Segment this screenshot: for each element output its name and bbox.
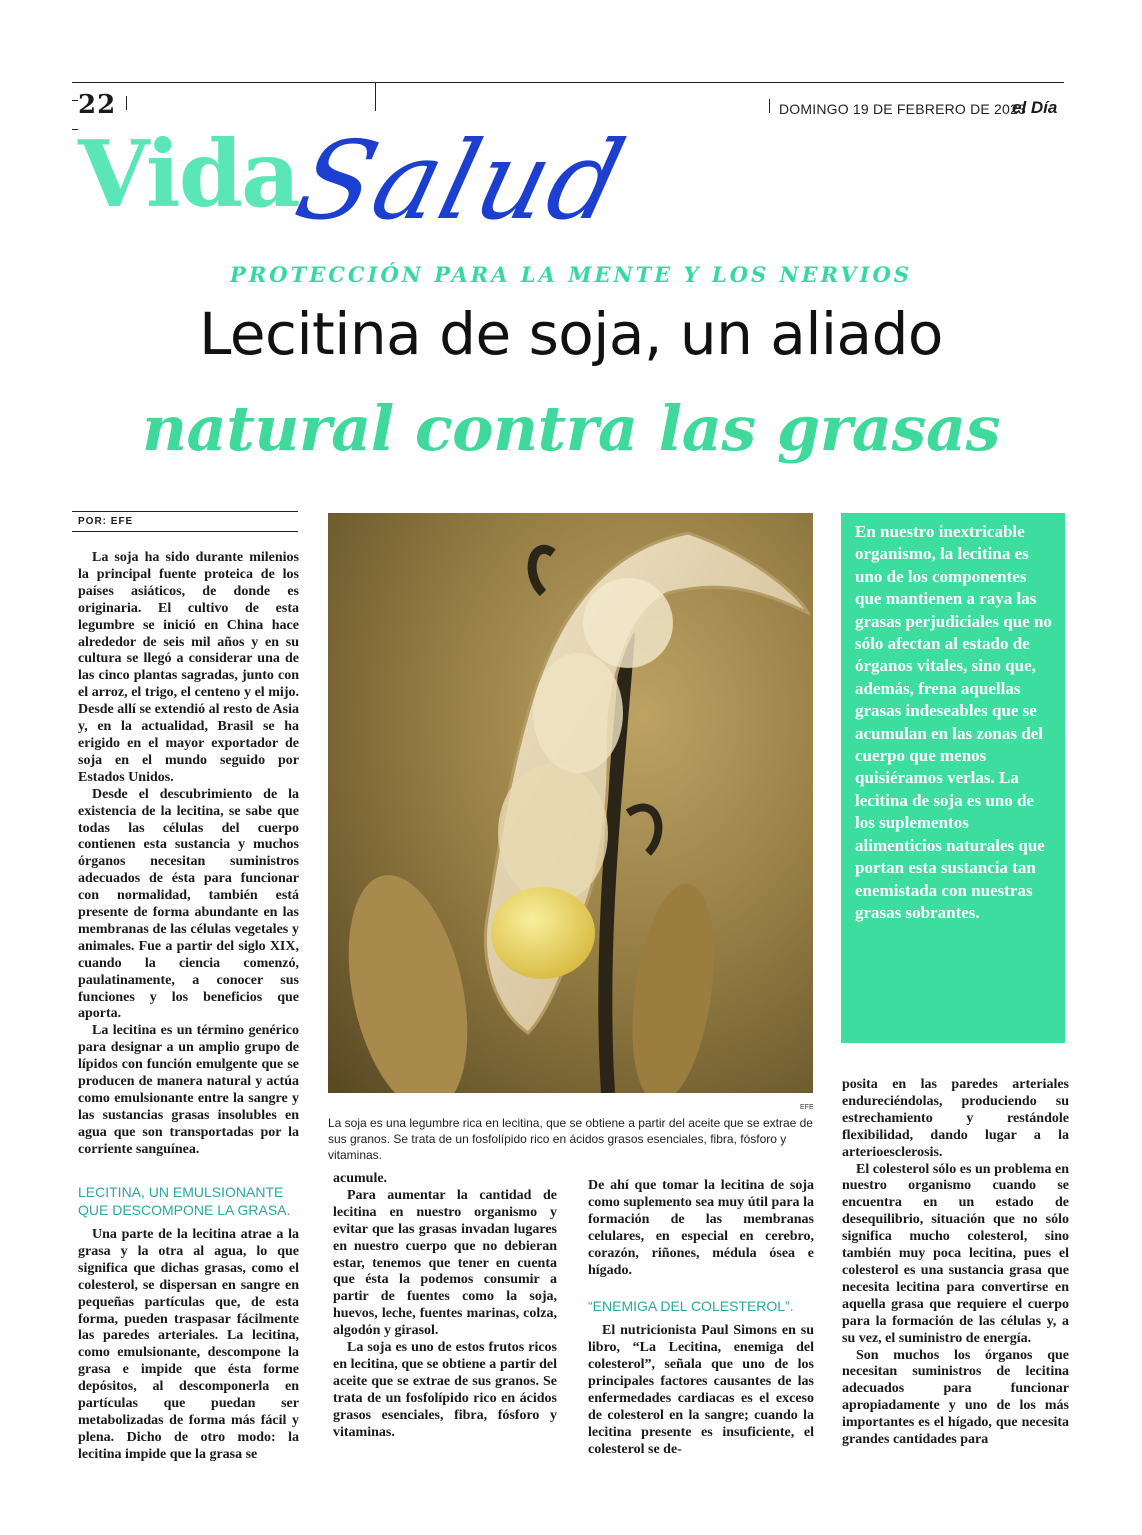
pull-quote-box (841, 513, 1065, 1043)
kicker: PROTECCIÓN PARA LA MENTE Y LOS NERVIOS (230, 262, 912, 287)
header-tick-right (769, 99, 770, 113)
top-rule (72, 82, 1064, 83)
column-2 (333, 1171, 557, 1442)
paragraph: Para aumentar la cantidad de lecitina en nuestro organismo y evitar que las grasas invadan lugares en nuestro cuerpo que no debieran estar, tenemos que tener en cuenta que ésta la podemos consumir a partir de fuentes como la soja, huevos, leche, fuentes marinas, colza, algodón y girasol. (333, 1187, 557, 1339)
paragraph: De ahí que tomar la lecitina de soja como suplemento sea muy útil para la formación de las membranas celulares, en especial en cerebro, corazón, riñones, médula ósea e hígado. (588, 1178, 814, 1278)
photo-credit: EFE (800, 1104, 814, 1111)
soybean-photo (328, 513, 813, 1093)
paragraph: El nutricionista Paul Simons en su libro, “La Lecitina, enemiga del colesterol”, señala que uno de los principales factores causantes de las enfermedades cardiacas es el exceso de colesterol en la sangre; cuando la lecitina presente es insuficiente, el colesterol se de- (588, 1323, 814, 1457)
issue-date: DOMINGO 19 DE FEBRERO DE 2023 (779, 101, 1026, 117)
section-title-salud: Salud (284, 119, 638, 244)
paragraph: posita en las paredes arteriales endureciéndolas, produciendo su estrechamiento y restándole flexibilidad, dando lugar a la arterioesclerosis. (842, 1077, 1069, 1160)
paragraph: acumule. (333, 1171, 388, 1186)
column-3 (588, 1178, 814, 1459)
subheading-emulsionante: LECITINA, UN EMULSIONANTE QUE DESCOMPONE LA GRASA. (78, 1184, 291, 1218)
pull-quote-text: En nuestro inextricable organismo, la lecitina es uno de los componentes que mantienen a raya las grasas perjudiciales que no sólo afectan al estado de órganos vitales, sino que, además, frena aquellas grasas indeseables que se acumulan en las zonas del cuerpo que menos quisiéramos verlas. La lecitina de soja es uno de los suplementos alimenticios naturales que portan esta sustancia tan enemistada con nuestras grasas sobrantes. (855, 522, 1052, 922)
page-number: 22 (78, 90, 117, 120)
byline-rule-top (72, 511, 298, 512)
paragraph: Son muchos los órganos que necesitan suministros de lecitina adecuados para funcionar apropiadamente y uno de los más importantes es el hígado, que necesita grandes cantidades para (842, 1347, 1069, 1448)
paragraph: La soja ha sido durante milenios la principal fuente proteica de los países asiáticos, de donde es originaria. El cultivo de esta legumbre se inició en China hace alrededor de seis mil años y en su cultura se llegó a considerar una de las cinco plantas sagradas, junto con el arroz, el trigo, el centeno y el mijo. Desde allí se extendió al resto de Asia y, en la actualidad, Brasil se ha erigido en el mayor exportador de soja en el mundo seguido por Estados Unidos. (78, 550, 300, 785)
subheading-colesterol: “ENEMIGA DEL COLESTEROL”. (588, 1298, 794, 1315)
section-title-vida: Vida (78, 120, 299, 228)
headline-line-2: natural contra las grasas (141, 392, 1001, 465)
byline: POR: EFE (78, 516, 134, 527)
header-tick-left (126, 96, 127, 110)
column-1-bottom (78, 1183, 299, 1464)
paragraph: Desde el descubrimiento de la existencia de la lecitina, se sabe que todas las células del cuerpo contienen esta sustancia y muchos órganos necesitan suministros adecuados de ésta para funcionar con normalidad, también está presente de forma abundante en las membranas de las células vegetales y animales. Fue a partir del siglo XIX, cuando la ciencia comenzó, paulatinamente, a conocer sus funciones y los beneficios que aporta. (78, 786, 299, 1022)
column-4 (842, 1077, 1069, 1449)
byline-rule-bottom (72, 531, 298, 532)
newspaper-logo: el Día (1012, 98, 1058, 117)
paragraph: La soja es uno de estos frutos ricos en lecitina, que se obtiene a partir del aceite que se extrae de sus granos. Se trata de un fosfolípido rico en ácidos grasos esenciales, fibra, fósforo y vitaminas. (333, 1340, 557, 1440)
paragraph: Una parte de la lecitina atrae a la grasa y la otra al agua, lo que significa que dichas grasas, como el colesterol, se dispersan en sangre en pequeñas partículas que, de esta forma, pueden traspasar fácilmente las paredes arteriales. La lecitina, como emulsionante, descompone la grasa e impide que ésta forme depósitos, al descomponerla en partículas que puedan ser metabolizadas de forma más fácil y plena. Dicho de otro modo: la lecitina impide que la grasa se (78, 1227, 299, 1462)
header-divider (375, 83, 376, 111)
headline-line-1: Lecitina de soja, un aliado (199, 300, 943, 368)
photo-caption: La soja es una legumbre rica en lecitina, que se obtiene a partir del aceite que se extrae de sus granos. Se trata de un fosfolípido rico en ácidos grasos esenciales, fibra, fósforo y vitaminas. (328, 1116, 813, 1162)
paragraph: El colesterol sólo es un problema en nuestro organismo cuando se encuentra en un estado de desequilibrio, situación que no sólo significa mucho colesterol, sino también muy poca lecitina, pues el colesterol es una sustancia grasa que necesita lecitina para convertirse en aquella grasa que requiere el cuerpo para la formación de las células y, a su vez, el suministro de energía. (842, 1161, 1069, 1346)
paragraph: La lecitina es un término genérico para designar a un amplio grupo de lípidos con función emulgente que se producen de manera natural y actúa como emulsionante entre la sangre y las sustancias grasas insolubles en agua que son transportadas por la corriente sanguínea. (78, 1023, 299, 1157)
column-1-top (78, 550, 299, 1159)
